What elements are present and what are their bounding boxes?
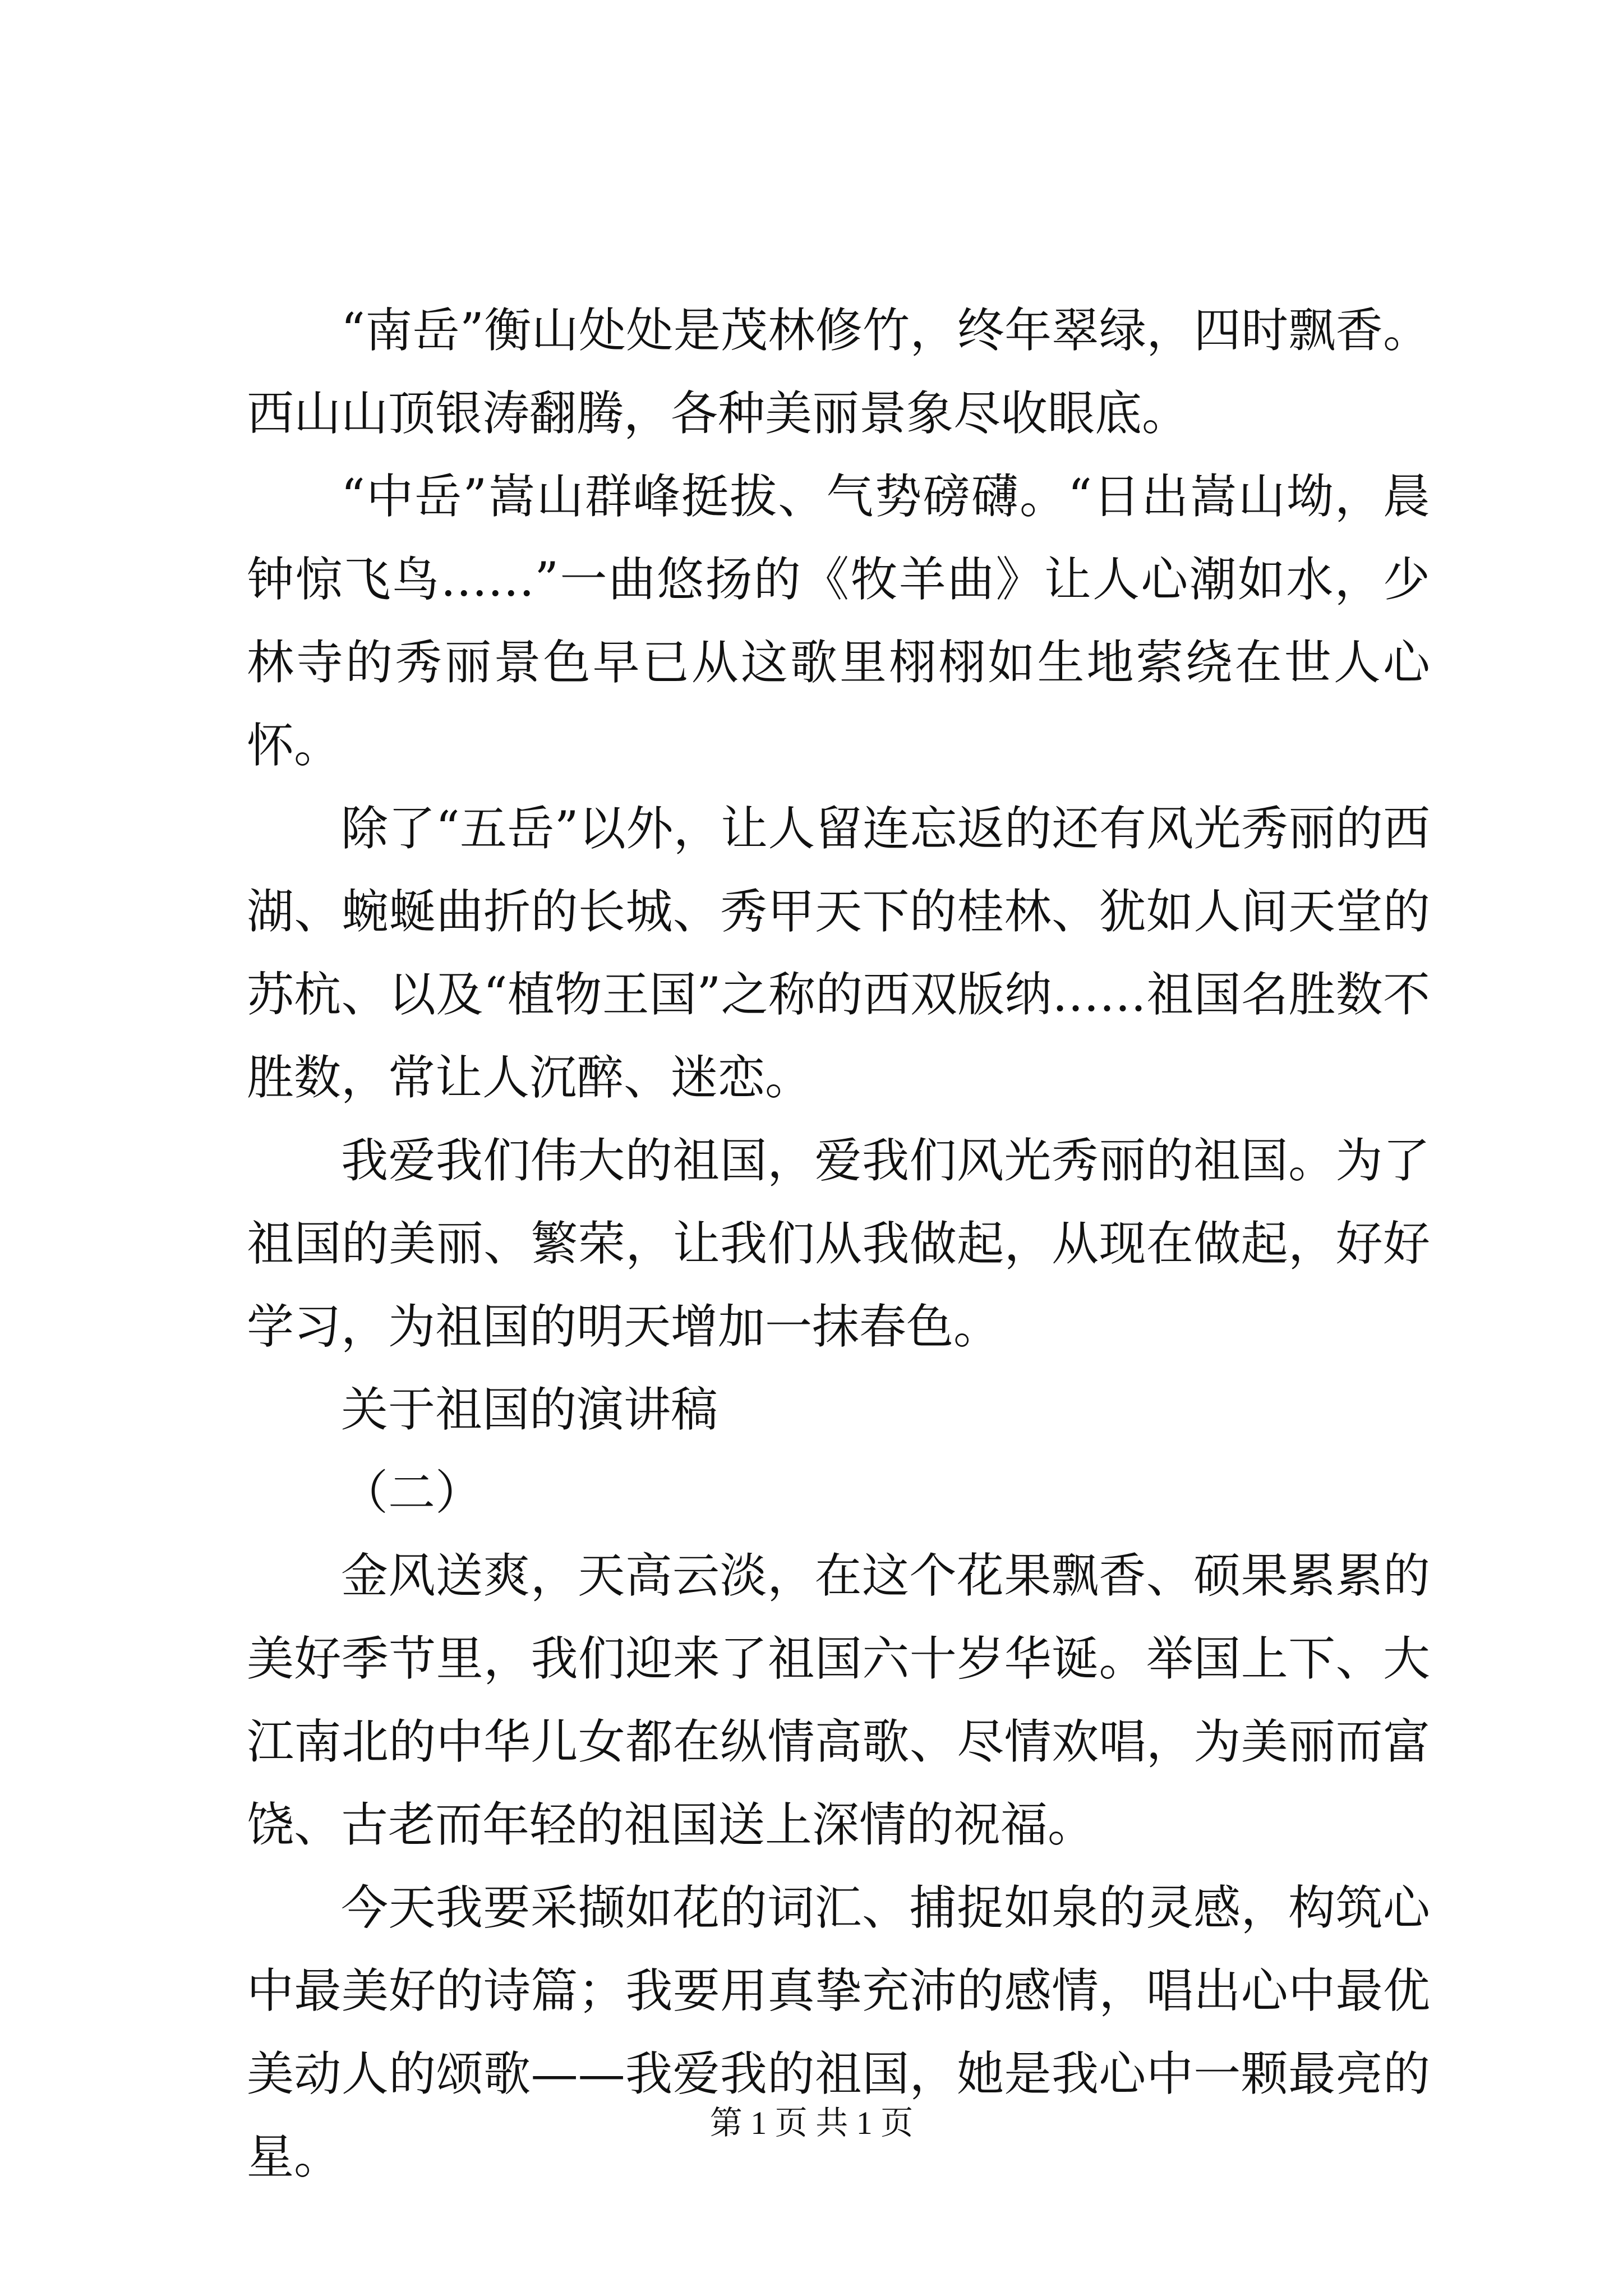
paragraph-today: 今天我要采撷如花的词汇、捕捉如泉的灵感，构筑心中最美好的诗篇；我要用真挚充沛的感情，唱出心中最优美动人的颂歌——我爱我的祖国，她是我心中一颗最亮的星。 — [247, 1880, 1430, 2184]
section-title: 关于祖国的演讲稿 — [341, 1382, 718, 1437]
section-number: （二） — [341, 1465, 483, 1520]
paragraph-scenic-spots: 除了“五岳”以外，让人留连忘返的还有风光秀丽的西湖、蜿蜒曲折的长城、秀甲天下的桂林、犹如人间天堂的苏杭、以及“植物王国”之称的西双版纳……祖国名胜数不胜数，常让人沉醉、迷恋。 — [247, 801, 1430, 1105]
paragraph-nanyue: “南岳”衡山处处是茂林修竹，终年翠绿，四时飘香。西山山顶银涛翻腾，各种美丽景象尽收眼底。 — [247, 303, 1430, 441]
paragraph-zhongyue: “中岳”嵩山群峰挺拔、气势磅礴。“日出嵩山坳，晨钟惊飞鸟……”一曲悠扬的《牧羊曲》让人心潮如水，少林寺的秀丽景色早已从这歌里栩栩如生地萦绕在世人心怀。 — [247, 469, 1430, 773]
document-body — [247, 289, 1430, 2198]
paragraph-autumn: 金风送爽，天高云淡，在这个花果飘香、硕果累累的美好季节里，我们迎来了祖国六十岁华诞。举国上下、大江南北的中华儿女都在纵情高歌、尽情欢唱，为美丽而富饶、古老而年轻的祖国送上深情的祝福。 — [247, 1548, 1430, 1852]
page-footer: 第 1 页 共 1 页 — [709, 2105, 914, 2141]
paragraph-love-motherland: 我爱我们伟大的祖国，爱我们风光秀丽的祖国。为了祖国的美丽、繁荣，让我们从我做起，从现在做起，好好学习，为祖国的明天增加一抹春色。 — [247, 1133, 1430, 1354]
